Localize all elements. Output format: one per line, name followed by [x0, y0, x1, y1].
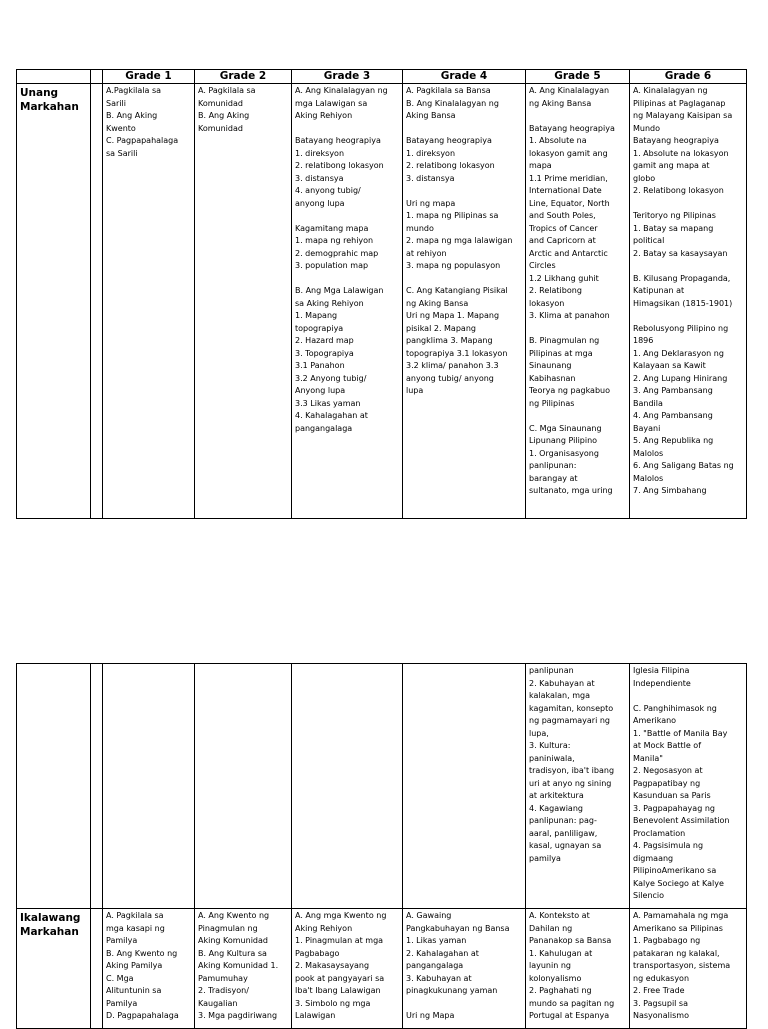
header-blank-cell [17, 70, 91, 84]
table-row [17, 664, 747, 909]
quarter-label: Ikalawang Markahan [17, 909, 91, 1029]
grade-6-cell: Iglesia Filipina Independiente C. Panghihimasok ng Amerikano 1. "Battle of Manila Bay at Mock Battle of Manila" 2. Negosasyon at Pagpapatibay ng Kasunduan sa Paris 3. Pagpapahayag ng Benevolent Assimilation Proclamation 4. Pagsisimula ng digmaang PilipinoAmerikano sa Kalye Sociego at Kalye Silencio [630, 664, 747, 909]
grade-2-cell: A. Pagkilala sa Komunidad B. Ang Aking Komunidad [195, 84, 292, 519]
table-row [17, 84, 747, 519]
grade-4-cell: A. Gawaing Pangkabuhayan ng Bansa 1. Likas yaman 2. Kahalagahan at pangangalaga 3. Kabuhayan at pinagkukunang yaman Uri ng Mapa [403, 909, 526, 1029]
curriculum-table-second-page [16, 663, 747, 1029]
grade-3-cell: A. Ang mga Kwento ng Aking Rehiyon 1. Pinagmulan at mga Pagbabago 2. Makasaysayang pook at pangyayari sa Iba't Ibang Lalawigan 3. Simbolo ng mga Lalawigan [292, 909, 403, 1029]
header-row [17, 70, 747, 84]
curriculum-table-first-quarter [16, 69, 747, 519]
blank-cell [91, 664, 103, 909]
header-grade-2: Grade 2 [195, 70, 292, 84]
grade-3-cell [292, 664, 403, 909]
blank-cell [91, 84, 103, 519]
quarter-label: Unang Markahan [17, 84, 91, 519]
grade-5-cell: panlipunan 2. Kabuhayan at kalakalan, mga kagamitan, konsepto ng pagmamayari ng lupa, 3. Kultura: paniniwala, tradisyon, iba't ibang uri at anyo ng sining at arkitektura 4. Kagawiang panlipunan: pag- aaral, panliligaw, kasal, ugnayan sa pamilya [526, 664, 630, 909]
table-row [17, 909, 747, 1029]
grade-2-cell: A. Ang Kwento ng Pinagmulan ng Aking Komunidad B. Ang Kultura sa Aking Komunidad 1. Pamumuhay 2. Tradisyon/ Kaugalian 3. Mga pagdiriwang [195, 909, 292, 1029]
header-grade-4: Grade 4 [403, 70, 526, 84]
grade-4-cell [403, 664, 526, 909]
grade-5-cell: A. Ang Kinalalagyan ng Aking Bansa Batayang heograpiya 1. Absolute na lokasyon gamit ang mapa 1.1 Prime meridian, International Date Line, Equator, North and South Poles, Tropics of Cancer and Capricorn at Arctic and Antarctic Circles 1.2 Likhang guhit 2. Relatibong lokasyon 3. Klima at panahon B. Pinagmulan ng Pilipinas at mga Sinaunang Kabihasnan Teorya ng pagkabuo ng Pilipinas C. Mga Sinaunang Lipunang Pilipino 1. Organisasyong panlipunan: barangay at sultanato, mga uring [526, 84, 630, 519]
grade-5-cell: A. Konteksto at Dahilan ng Pananakop sa Bansa 1. Kahulugan at layunin ng kolonyalismo 2. Paghahati ng mundo sa pagitan ng Portugal at Espanya [526, 909, 630, 1029]
grade-2-cell [195, 664, 292, 909]
grade-6-cell: A. Pamamahala ng mga Amerikano sa Pilipinas 1. Pagbabago ng patakaran ng kalakal, transportasyon, sistema ng edukasyon 2. Free Trade 3. Pagsupil sa Nasyonalismo [630, 909, 747, 1029]
blank-cell [91, 909, 103, 1029]
blank-cell [17, 664, 91, 909]
grade-1-cell: A.Pagkilala sa Sarili B. Ang Aking Kwento C. Pagpapahalaga sa Sarili [103, 84, 195, 519]
header-blank-cell [91, 70, 103, 84]
grade-1-cell [103, 664, 195, 909]
header-grade-6: Grade 6 [630, 70, 747, 84]
grade-3-cell: A. Ang Kinalalagyan ng mga Lalawigan sa Aking Rehiyon Batayang heograpiya 1. direksyon 2. relatibong lokasyon 3. distansya 4. anyong tubig/ anyong lupa Kagamitang mapa 1. mapa ng rehiyon 2. demogprahic map 3. population map B. Ang Mga Lalawigan sa Aking Rehiyon 1. Mapang topograpiya 2. Hazard map 3. Topograpiya 3.1 Panahon 3.2 Anyong tubig/ Anyong lupa 3.3 Likas yaman 4. Kahalagahan at pangangalaga [292, 84, 403, 519]
grade-4-cell: A. Pagkilala sa Bansa B. Ang Kinalalagyan ng Aking Bansa Batayang heograpiya 1. direksyon 2. relatibong lokasyon 3. distansya Uri ng mapa 1. mapa ng Pilipinas sa mundo 2. mapa ng mga lalawigan at rehiyon 3. mapa ng populasyon C. Ang Katangiang Pisikal ng Aking Bansa Uri ng Mapa 1. Mapang pisikal 2. Mapang pangklima 3. Mapang topograpiya 3.1 lokasyon 3.2 klima/ panahon 3.3 anyong tubig/ anyong lupa [403, 84, 526, 519]
grade-6-cell: A. Kinalalagyan ng Pilipinas at Paglaganap ng Malayang Kaisipan sa Mundo Batayang heograpiya 1. Absolute na lokasyon gamit ang mapa at globo 2. Relatibong lokasyon Teritoryo ng Pilipinas 1. Batay sa mapang political 2. Batay sa kasaysayan B. Kilusang Propaganda, Katipunan at Himagsikan (1815-1901) Rebolusyong Pilipino ng 1896 1. Ang Deklarasyon ng Kalayaan sa Kawit 2. Ang Lupang Hinirang 3. Ang Pambansang Bandila 4. Ang Pambansang Bayani 5. Ang Republika ng Malolos 6. Ang Saligang Batas ng Malolos 7. Ang Simbahang [630, 84, 747, 519]
header-grade-3: Grade 3 [292, 70, 403, 84]
header-grade-1: Grade 1 [103, 70, 195, 84]
header-grade-5: Grade 5 [526, 70, 630, 84]
grade-1-cell: A. Pagkilala sa mga kasapi ng Pamilya B. Ang Kwento ng Aking Pamilya C. Mga Alituntunin sa Pamilya D. Pagpapahalaga [103, 909, 195, 1029]
